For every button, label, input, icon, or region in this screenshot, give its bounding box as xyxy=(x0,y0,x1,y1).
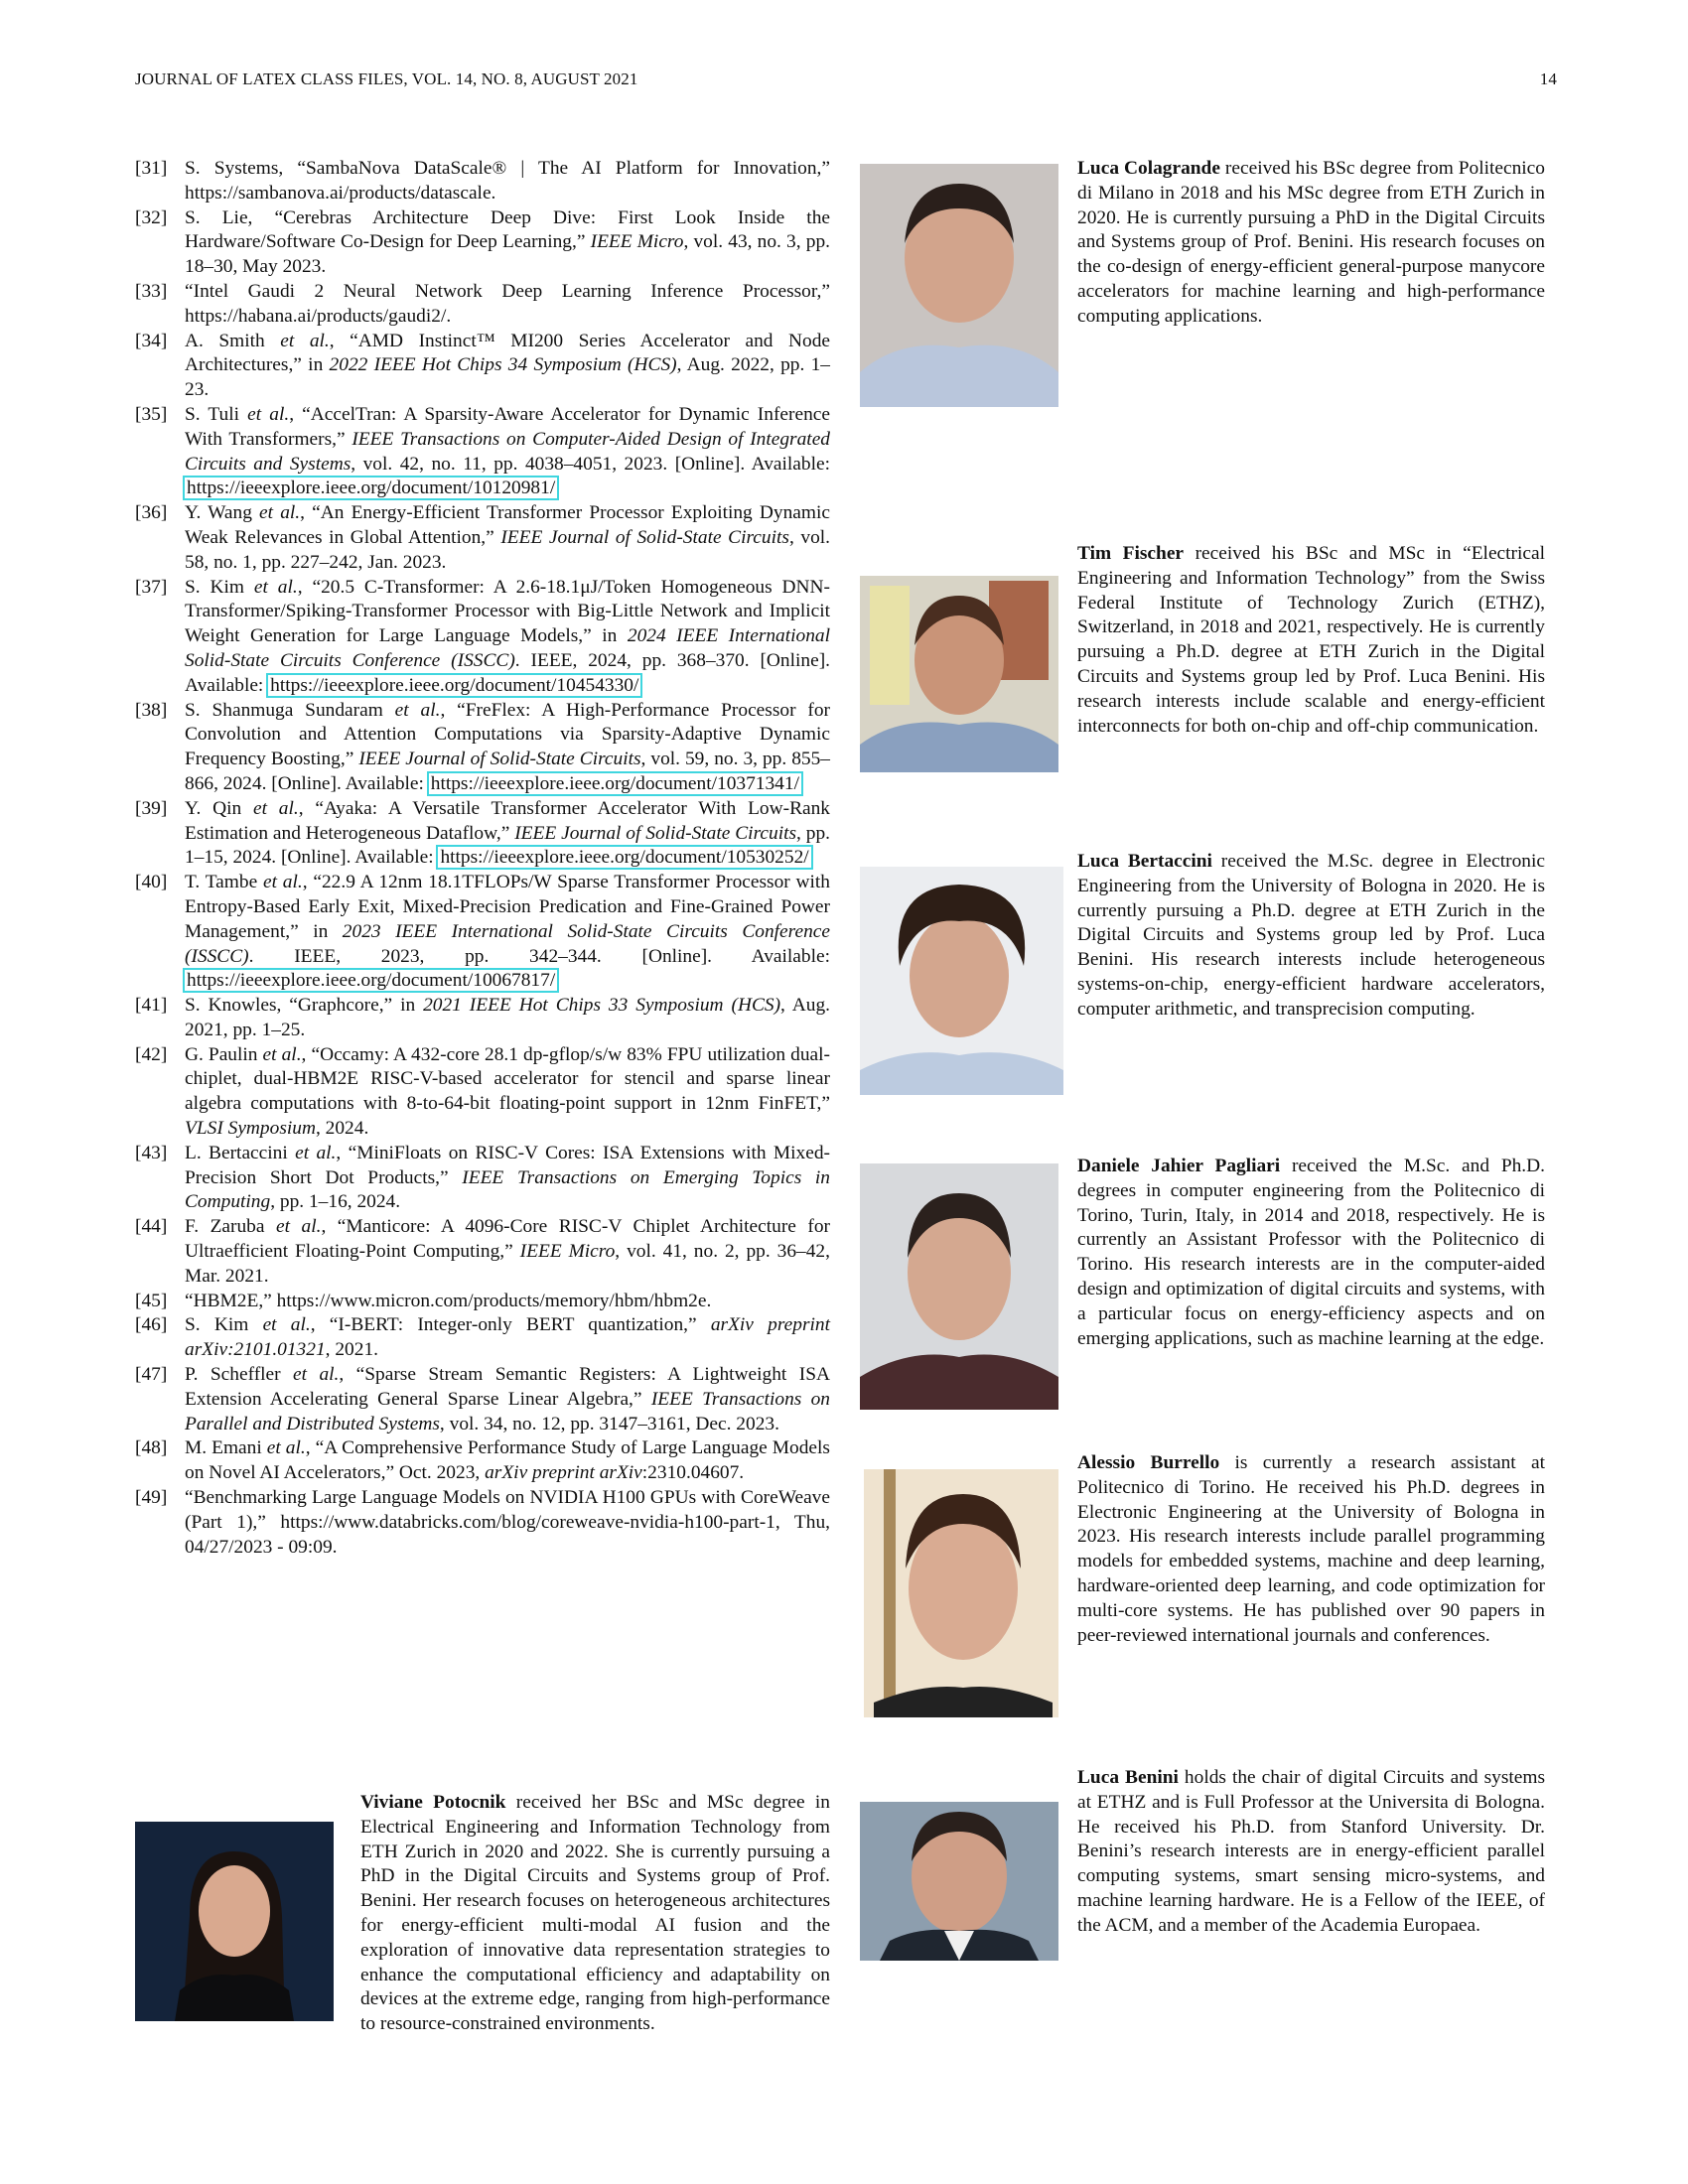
reference-number: [32] xyxy=(135,206,168,228)
reference-text-part: , “Ayaka: A Versatile Transformer Accelerator With Low-Rank Estimation and Heterogeneous Dataflow,” xyxy=(185,797,830,844)
reference-text-part: , “I-BERT: Integer-only BERT quantization,” xyxy=(310,1314,711,1336)
reference-italic-text: IEEE Micro xyxy=(519,1241,616,1263)
reference-italic-text: IEEE Journal of Solid-State Circuits xyxy=(514,822,797,844)
reference-text-part: , vol. 41, no. 2, pp. 36–42, Mar. 2021. xyxy=(185,1241,830,1287)
reference-number: [41] xyxy=(135,995,168,1017)
reference-link[interactable]: https://ieeexplore.ieee.org/document/10530252/ xyxy=(440,847,809,869)
reference-text xyxy=(185,699,830,797)
bio-luca-colagrande xyxy=(1077,157,1545,330)
photo-tim-fischer xyxy=(860,576,1058,772)
reference-text-part: S. Tuli xyxy=(185,403,248,425)
bio-name: Luca Bertaccini xyxy=(1077,851,1212,872)
reference-text-part: , “A Comprehensive Performance Study of Large Language Models on Novel AI Accelerators,” Oct. 2023, xyxy=(185,1437,830,1484)
reference-text-part: , vol. 34, no. 12, pp. 3147–3161, Dec. 2023. xyxy=(439,1413,779,1434)
bio-text: received the M.Sc. degree in Electronic Engineering from the University of Bologna in 2020. He is currently pursuing a Ph.D. degree at ETH Zurich in the Digital Circuits and Systems group led by Prof. Luca Benini. His research interests include heterogeneous systems-on-chip, energy-efficient hardware accelerators, computer arithmetic, and transprecision computing. xyxy=(1077,851,1545,1020)
reference-italic-text: IEEE Transactions on Emerging Topics in Computing xyxy=(185,1166,830,1213)
reference-italic-text: arXiv preprint arXiv:2101.01321 xyxy=(185,1314,830,1361)
reference-italic-text: IEEE Micro xyxy=(590,231,684,253)
bio-daniele-jahier-pagliari xyxy=(1077,1155,1545,1351)
reference-item xyxy=(135,1043,830,1142)
reference-number: [39] xyxy=(135,797,168,819)
reference-item xyxy=(135,1486,830,1560)
reference-italic-text: et al. xyxy=(276,1216,322,1238)
photo-luca-benini xyxy=(860,1802,1058,1961)
reference-italic-text: et al. xyxy=(247,403,290,425)
reference-text xyxy=(185,576,830,699)
reference-text xyxy=(185,871,830,994)
reference-text xyxy=(185,403,830,501)
reference-item xyxy=(135,871,830,994)
reference-text xyxy=(185,280,830,330)
reference-text-part: A. Smith xyxy=(185,330,281,351)
reference-text-part: , Aug. 2022, pp. 1–23. xyxy=(185,354,831,401)
reference-text-part: , “FreFlex: A High-Performance Processor for Convolution and Attention Computations via Sparsity-Adaptive Dynamic Frequency Boosting,” xyxy=(185,699,830,770)
reference-text xyxy=(185,994,830,1043)
reference-number: [40] xyxy=(135,872,168,893)
reference-item xyxy=(135,797,830,871)
journal-title: JOURNAL OF LATEX CLASS FILES, VOL. 14, NO. 8, AUGUST 2021 xyxy=(135,69,638,88)
reference-item xyxy=(135,1436,830,1486)
bio-text: received his BSc degree from Politecnico di Milano in 2018 and his MSc degree from ETH Zurich in 2020. He is currently pursuing a PhD in the Digital Circuits and Systems group of Prof. Benini. His research focuses on the co-design of energy-efficient general-purpose manycore accelerators for machine learning and high-performance computing applications. xyxy=(1077,158,1545,327)
reference-item xyxy=(135,576,830,699)
reference-text-part: S. Kim xyxy=(185,1314,263,1336)
bio-name: Daniele Jahier Pagliari xyxy=(1077,1156,1281,1176)
reference-text xyxy=(185,1363,830,1436)
reference-italic-text: et al. xyxy=(259,502,301,524)
photo-luca-bertaccini xyxy=(860,867,1063,1095)
reference-text-part: :2310.04607. xyxy=(641,1462,745,1484)
reference-text-part: , vol. 43, no. 3, pp. 18–30, May 2023. xyxy=(185,231,830,278)
bio-luca-bertaccini xyxy=(1077,850,1545,1023)
reference-italic-text: et al. xyxy=(293,1364,340,1386)
reference-italic-text: VLSI Symposium xyxy=(185,1118,316,1140)
reference-italic-text: et al. xyxy=(280,330,330,351)
reference-text-part: F. Zaruba xyxy=(185,1216,276,1238)
bio-name: Viviane Potocnik xyxy=(360,1792,506,1813)
reference-text-part: . IEEE, 2023, pp. 342–344. [Online]. Available: xyxy=(248,945,830,967)
reference-item xyxy=(135,280,830,330)
reference-text xyxy=(185,1486,830,1560)
reference-number: [47] xyxy=(135,1364,168,1386)
reference-item xyxy=(135,330,830,403)
bio-name: Tim Fischer xyxy=(1077,543,1185,564)
reference-text xyxy=(185,1290,830,1314)
bio-text: received her BSc and MSc degree in Electrical Engineering and Information Technology from ETH Zurich in 2020 and 2022. She is currently pursuing a PhD in the Digital Circuits and Systems group of Prof. Benini. Her research focuses on heterogeneous architectures for energy-efficient multi-modal AI fusion and the exploration of innovative data representation strategies to enhance the computational efficiency and adaptability on devices at the extreme edge, ranging from high-performance to resource-constrained environments. xyxy=(360,1792,830,2035)
bio-name: Alessio Burrello xyxy=(1077,1452,1220,1473)
reference-italic-text: arXiv preprint arXiv xyxy=(485,1462,642,1484)
reference-number: [43] xyxy=(135,1142,168,1163)
reference-item xyxy=(135,994,830,1043)
reference-text xyxy=(185,330,830,403)
reference-text-part: , vol. 59, no. 3, pp. 855–866, 2024. [Online]. Available: xyxy=(185,749,830,794)
photo-viviane-potocnik xyxy=(135,1822,334,2021)
reference-text-part: , vol. 58, no. 1, pp. 227–242, Jan. 2023. xyxy=(185,526,830,573)
reference-number: [42] xyxy=(135,1043,168,1065)
reference-italic-text: 2023 IEEE International Solid-State Circuits Conference (ISSCC) xyxy=(185,920,830,967)
reference-italic-text: et al. xyxy=(266,1437,306,1459)
reference-text-part: , pp. 1–16, 2024. xyxy=(270,1191,401,1213)
reference-italic-text: et al. xyxy=(262,872,303,893)
reference-text-part: , “20.5 C-Transformer: A 2.6-18.1μJ/Token Homogeneous DNN-Transformer/Spiking-Transformer Processor with Big-Little Network and Implicit Weight Generation for Large Language Models,” in xyxy=(185,576,830,647)
reference-text-part: , “Sparse Stream Semantic Registers: A Lightweight ISA Extension Accelerating General Sparse Linear Algebra,” xyxy=(185,1364,830,1410)
reference-item xyxy=(135,1215,830,1289)
reference-text-part: , “AccelTran: A Sparsity-Aware Accelerator for Dynamic Inference With Transformers,” xyxy=(185,403,830,450)
reference-number: [46] xyxy=(135,1314,168,1336)
reference-text xyxy=(185,206,830,280)
reference-text xyxy=(185,157,830,206)
reference-item xyxy=(135,1290,830,1314)
photo-daniele-jahier-pagliari xyxy=(860,1163,1058,1410)
reference-item xyxy=(135,501,830,575)
reference-italic-text: et al. xyxy=(253,797,299,819)
reference-text-part: S. Systems, “SambaNova DataScale® | The AI Platform for Innovation,” https://sambanova.ai/products/datascale. xyxy=(185,158,830,204)
reference-text xyxy=(185,1215,830,1289)
reference-link[interactable]: https://ieeexplore.ieee.org/document/10120981/ xyxy=(187,478,556,499)
reference-italic-text: et al. xyxy=(394,699,441,721)
reference-item xyxy=(135,1313,830,1363)
reference-text-part: “HBM2E,” https://www.micron.com/products/memory/hbm/hbm2e. xyxy=(185,1290,712,1311)
bio-text: holds the chair of digital Circuits and systems at ETHZ and is Full Professor at the Universita di Bologna. He received his Ph.D. from Stanford University. Dr. Benini’s research interests are in energy-efficient parallel computing systems, smart sensing micro-systems, and machine learning hardware. He is a Fellow of the IEEE, of the ACM, and a member of the Academia Europaea. xyxy=(1077,1767,1546,1936)
reference-italic-text: 2022 IEEE Hot Chips 34 Symposium (HCS) xyxy=(329,354,677,376)
reference-number: [36] xyxy=(135,502,168,524)
reference-link[interactable]: https://ieeexplore.ieee.org/document/10371341/ xyxy=(430,772,799,794)
reference-item xyxy=(135,403,830,501)
bio-tim-fischer xyxy=(1077,542,1545,739)
reference-text xyxy=(185,797,830,871)
reference-text-part: . IEEE, 2024, pp. 368–370. [Online]. Available: xyxy=(185,649,830,696)
reference-text-part: S. Shanmuga Sundaram xyxy=(185,699,395,721)
reference-text-part: “Intel Gaudi 2 Neural Network Deep Learning Inference Processor,” https://habana.ai/products/gaudi2/. xyxy=(185,280,830,327)
reference-text-part: Y. Wang xyxy=(185,502,260,524)
reference-italic-text: et al. xyxy=(253,576,298,598)
bio-text: received his BSc and MSc in “Electrical Engineering and Information Technology” from the Swiss Federal Institute of Technology Zurich (ETHZ), Switzerland, in 2018 and 2021, respectively. He is currently pursuing a Ph.D. degree at ETH Zurich in the Digital Circuits and Systems group led by Prof. Luca Benini. His research interests include scalable and energy-efficient interconnects for both on-chip and off-chip communication. xyxy=(1077,543,1545,737)
reference-italic-text: 2021 IEEE Hot Chips 33 Symposium (HCS) xyxy=(423,995,781,1017)
reference-text-part: P. Scheffler xyxy=(185,1364,294,1386)
photo-alessio-burrello xyxy=(864,1469,1058,1717)
bio-text: received the M.Sc. and Ph.D. degrees in computer engineering from the Politecnico di Torino, Turin, Italy, in 2014 and 2018, respectively. He is currently an Assistant Professor with the Politecnico di Torino. His research interests are in the computer-aided design and optimization of digital circuits and systems, with a particular focus on energy-efficiency aspects and on emerging applications, such as machine learning at the edge. xyxy=(1077,1156,1545,1349)
reference-text-part: , pp. 1–15, 2024. [Online]. Available: xyxy=(185,822,831,869)
reference-text-part: , “22.9 A 12nm 18.1TFLOPs/W Sparse Transformer Processor with Entropy-Based Early Exit, Mixed-Precision Predication and Fine-Grained Power Management,” in xyxy=(185,872,830,942)
bio-viviane-potocnik xyxy=(360,1791,830,2037)
reference-text xyxy=(185,1313,830,1363)
reference-text-part: M. Emani xyxy=(185,1437,267,1459)
reference-text-part: “Benchmarking Large Language Models on NVIDIA H100 GPUs with CoreWeave (Part 1),” https://www.databricks.com/blog/coreweave-nvidia-h100-part-1, Thu, 04/27/2023 - 09:09. xyxy=(185,1487,830,1558)
bio-luca-benini xyxy=(1077,1766,1545,1939)
page-number: 14 xyxy=(1539,69,1557,88)
reference-text-part: , “An Energy-Efficient Transformer Processor Exploiting Dynamic Weak Relevances in Global Attention,” xyxy=(185,502,830,548)
reference-italic-text: et al. xyxy=(262,1043,302,1065)
bio-alessio-burrello xyxy=(1077,1451,1545,1648)
reference-number: [31] xyxy=(135,158,168,179)
reference-number: [45] xyxy=(135,1290,168,1311)
reference-number: [34] xyxy=(135,330,168,351)
reference-text-part: , vol. 42, no. 11, pp. 4038–4051, 2023. [Online]. Available: xyxy=(351,453,830,475)
reference-italic-text: et al. xyxy=(262,1314,311,1336)
reference-text-part: S. Lie, “Cerebras Architecture Deep Dive: First Look Inside the Hardware/Software Co-Design for Deep Learning,” xyxy=(185,206,830,253)
reference-text xyxy=(185,1436,830,1486)
reference-number: [48] xyxy=(135,1437,168,1459)
reference-list xyxy=(135,157,830,1560)
reference-number: [37] xyxy=(135,576,168,598)
reference-text-part: L. Bertaccini xyxy=(185,1142,296,1163)
reference-text-part: T. Tambe xyxy=(185,872,263,893)
reference-italic-text: 2024 IEEE International Solid-State Circuits Conference (ISSCC) xyxy=(185,625,830,671)
bio-text: is currently a research assistant at Politecnico di Torino. He received his Ph.D. degrees in Electronic Engineering at the University of Bologna in 2023. His research interests include parallel programming models for embedded systems, machine and deep learning, hardware-oriented deep learning, and code optimization for multi-core systems. He has published over 90 papers in peer-reviewed international journals and conferences. xyxy=(1077,1452,1545,1646)
reference-item xyxy=(135,206,830,280)
reference-item xyxy=(135,1363,830,1436)
reference-text-part: , “Manticore: A 4096-Core RISC-V Chiplet Architecture for Ultraefficient Floating-Point Computing,” xyxy=(185,1216,831,1263)
reference-text xyxy=(185,501,830,575)
bio-name: Luca Colagrande xyxy=(1077,158,1220,179)
reference-text-part: , Aug. 2021, pp. 1–25. xyxy=(185,995,830,1040)
reference-link[interactable]: https://ieeexplore.ieee.org/document/10067817/ xyxy=(187,970,556,992)
reference-text-part: Y. Qin xyxy=(185,797,253,819)
reference-number: [44] xyxy=(135,1216,168,1238)
reference-italic-text: et al. xyxy=(295,1142,337,1163)
reference-text-part: , “Occamy: A 432-core 28.1 dp-gflop/s/w 83% FPU utilization dual-chiplet, dual-HBM2E RISC-V-based accelerator for stencil and sparse linear algebra computations with 8-to-64-bit floating-point support in 12nm FinFET,” xyxy=(185,1043,830,1115)
reference-text-part: G. Paulin xyxy=(185,1043,263,1065)
reference-italic-text: IEEE Journal of Solid-State Circuits xyxy=(358,749,641,770)
bio-name: Luca Benini xyxy=(1077,1767,1179,1788)
reference-text xyxy=(185,1142,830,1215)
reference-text-part: , 2024. xyxy=(315,1118,369,1140)
reference-text xyxy=(185,1043,830,1142)
reference-number: [33] xyxy=(135,280,168,302)
reference-text-part: , “AMD Instinct™ MI200 Series Accelerator and Node Architectures,” in xyxy=(185,330,831,376)
photo-luca-colagrande xyxy=(860,164,1058,407)
reference-italic-text: IEEE Transactions on Computer-Aided Design of Integrated Circuits and Systems xyxy=(185,428,830,475)
reference-number: [49] xyxy=(135,1487,168,1509)
reference-number: [35] xyxy=(135,403,168,425)
reference-item xyxy=(135,699,830,797)
reference-item xyxy=(135,157,830,206)
reference-text-part: S. Knowles, “Graphcore,” in xyxy=(185,995,424,1017)
reference-number: [38] xyxy=(135,699,168,721)
reference-link[interactable]: https://ieeexplore.ieee.org/document/10454330/ xyxy=(270,674,639,696)
reference-text-part: , 2021. xyxy=(325,1339,378,1361)
reference-item xyxy=(135,1142,830,1215)
reference-text-part: S. Kim xyxy=(185,576,254,598)
reference-italic-text: IEEE Transactions on Parallel and Distributed Systems xyxy=(185,1388,830,1434)
reference-italic-text: IEEE Journal of Solid-State Circuits xyxy=(500,526,789,548)
reference-text-part: , “MiniFloats on RISC-V Cores: ISA Extensions with Mixed-Precision Short Dot Products,” xyxy=(185,1142,830,1188)
